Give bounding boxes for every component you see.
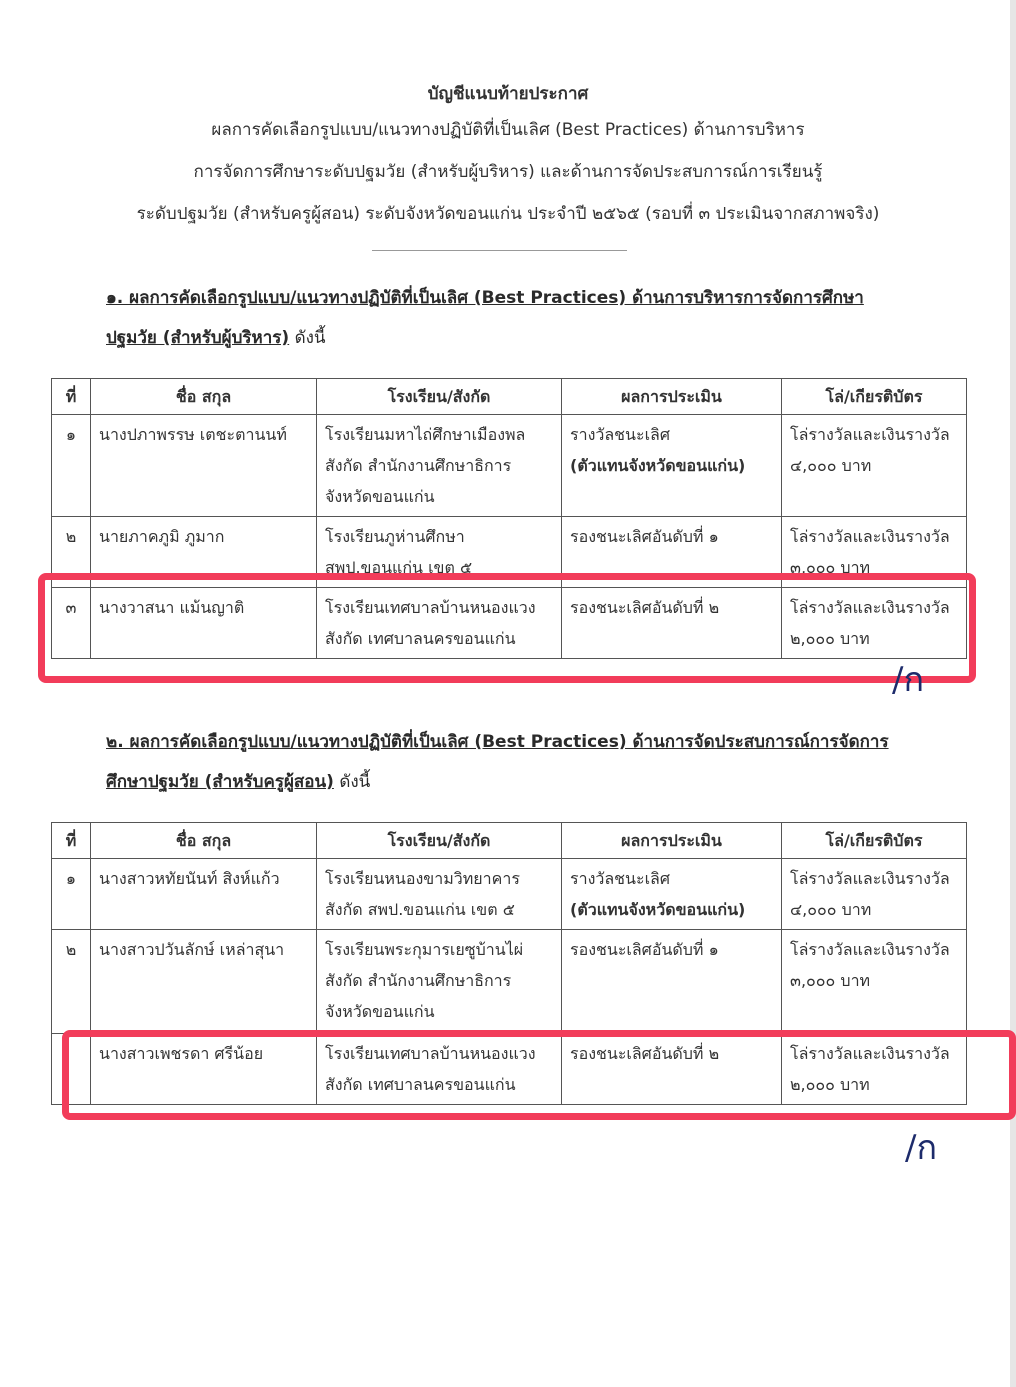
doc-subtitle-line-3: ระดับปฐมวัย (สำหรับครูผู้สอน) ระดับจังหวัดขอนแก่น ประจำปี ๒๕๖๕ (รอบที่ ๓ ประเมินจากสภาพจริง) <box>136 204 880 224</box>
row-school: โรงเรียนภูห่านศึกษา สพป.ขอนแก่น เขต ๕ <box>317 517 562 588</box>
table-header-row <box>52 379 967 415</box>
row-no: ๒ <box>52 517 91 588</box>
table-row <box>52 415 967 517</box>
table-row <box>52 930 967 1034</box>
row-school: โรงเรียนเทศบาลบ้านหนองแวง สังกัด เทศบาลนครขอนแก่น <box>317 1034 562 1105</box>
col-name: ชื่อ สกุล <box>91 379 317 415</box>
row-no: ๑ <box>52 859 91 930</box>
section-2-heading-text: ๒. ผลการคัดเลือกรูปแบบ/แนวทางปฏิบัติที่เป็นเลิศ (Best Practices) ด้านการจัดประสบการณ์การจัดการศึกษาปฐมวัย (สำหรับครูผู้สอน) <box>106 732 889 792</box>
section-2-heading <box>106 722 896 802</box>
col-result: ผลการประเมิน <box>562 823 782 859</box>
col-school: โรงเรียน/สังกัด <box>317 379 562 415</box>
doc-subtitle-line-2: การจัดการศึกษาระดับปฐมวัย (สำหรับผู้บริหาร) และด้านการจัดประสบการณ์การเรียนรู้ <box>193 162 823 182</box>
result-text: รางวัลชนะเลิศ <box>570 869 670 888</box>
highlight-box <box>62 1030 1016 1120</box>
col-award: โล่/เกียรติบัตร <box>782 823 967 859</box>
row-award: โล่รางวัลและเงินรางวัล ๓,๐๐๐ บาท <box>782 930 967 1034</box>
section-1-heading <box>106 278 896 358</box>
table-row <box>52 859 967 930</box>
row-result: รองชนะเลิศอันดับที่ ๒ <box>562 588 782 659</box>
row-name: นางวาสนา แม้นญาติ <box>91 588 317 659</box>
row-school: โรงเรียนพระกุมารเยซูบ้านไผ่ สังกัด สำนักงานศึกษาธิการจังหวัดขอนแก่น <box>317 930 562 1034</box>
col-school: โรงเรียน/สังกัด <box>317 823 562 859</box>
section-2-suffix: ดังนี้ <box>339 772 371 792</box>
row-result <box>562 415 782 517</box>
row-school: โรงเรียนมหาไถ่ศึกษาเมืองพล สังกัด สำนักงานศึกษาธิการจังหวัดขอนแก่น <box>317 415 562 517</box>
col-no: ที่ <box>52 823 91 859</box>
section-1-suffix: ดังนี้ <box>294 328 326 348</box>
table-header-row <box>52 823 967 859</box>
col-no: ที่ <box>52 379 91 415</box>
row-result: รองชนะเลิศอันดับที่ ๑ <box>562 930 782 1034</box>
section-1-heading-text: ๑. ผลการคัดเลือกรูปแบบ/แนวทางปฏิบัติที่เป็นเลิศ (Best Practices) ด้านการบริหารการจัดการศึกษาปฐมวัย (สำหรับผู้บริหาร) <box>106 288 864 348</box>
row-no: ๒ <box>52 930 91 1034</box>
result-note: (ตัวแทนจังหวัดขอนแก่น) <box>570 456 746 475</box>
col-name: ชื่อ สกุล <box>91 823 317 859</box>
row-no: ๑ <box>52 415 91 517</box>
signature: /ก <box>892 660 925 700</box>
row-name: นางสาวปวันลักษ์ เหล่าสุนา <box>91 930 317 1034</box>
row-name: นางสาวหทัยนันท์ สิงห์แก้ว <box>91 859 317 930</box>
row-no: ๓ <box>52 588 91 659</box>
row-award: โล่รางวัลและเงินรางวัล ๒,๐๐๐ บาท <box>782 1034 967 1105</box>
col-award: โล่/เกียรติบัตร <box>782 379 967 415</box>
doc-title: บัญชีแนบท้ายประกาศ <box>427 84 589 104</box>
row-name: นางปภาพรรษ เตชะตานนท์ <box>91 415 317 517</box>
row-school: โรงเรียนเทศบาลบ้านหนองแวง สังกัด เทศบาลนครขอนแก่น <box>317 588 562 659</box>
row-school: โรงเรียนหนองขามวิทยาคาร สังกัด สพป.ขอนแก่น เขต ๕ <box>317 859 562 930</box>
result-text: รางวัลชนะเลิศ <box>570 425 670 444</box>
result-note: (ตัวแทนจังหวัดขอนแก่น) <box>570 900 746 919</box>
doc-subtitle-line-1: ผลการคัดเลือกรูปแบบ/แนวทางปฏิบัติที่เป็นเลิศ (Best Practices) ด้านการบริหาร <box>211 120 805 140</box>
row-award: โล่รางวัลและเงินรางวัล ๔,๐๐๐ บาท <box>782 415 967 517</box>
row-award: โล่รางวัลและเงินรางวัล ๒,๐๐๐ บาท <box>782 588 967 659</box>
col-result: ผลการประเมิน <box>562 379 782 415</box>
row-award: โล่รางวัลและเงินรางวัล ๔,๐๐๐ บาท <box>782 859 967 930</box>
row-result: รองชนะเลิศอันดับที่ ๑ <box>562 517 782 588</box>
row-name: นางสาวเพชรดา ศรีน้อย <box>91 1034 317 1105</box>
title-divider <box>372 250 627 251</box>
row-result <box>562 859 782 930</box>
row-award: โล่รางวัลและเงินรางวัล ๓,๐๐๐ บาท <box>782 517 967 588</box>
highlight-box <box>38 573 976 683</box>
signature: /ก <box>905 1128 938 1168</box>
row-result: รองชนะเลิศอันดับที่ ๒ <box>562 1034 782 1105</box>
row-name: นายภาคภูมิ ภูมาก <box>91 517 317 588</box>
